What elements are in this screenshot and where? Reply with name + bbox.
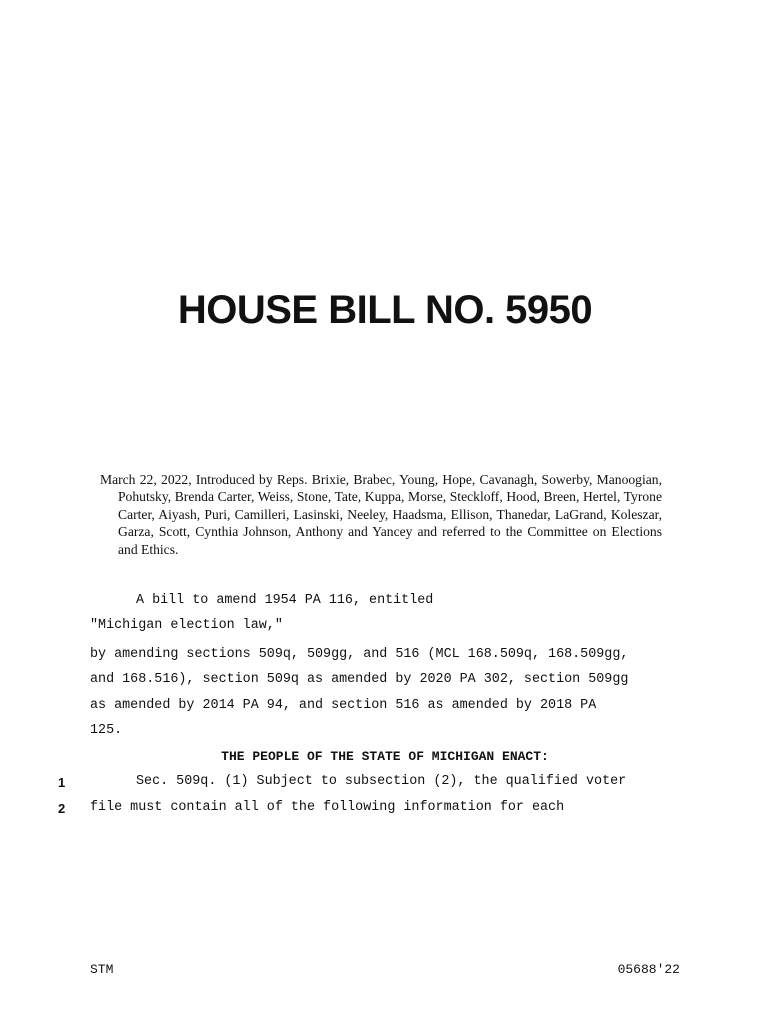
enacting-clause: THE PEOPLE OF THE STATE OF MICHIGAN ENACT: [221, 749, 549, 764]
footer-document-code: 05688'22 [617, 962, 680, 977]
bill-title: HOUSE BILL NO. 5950 [177, 288, 593, 332]
amending-line-1: by amending sections 509q, 509gg, and 516 (MCL 168.509q, 168.509gg, [90, 647, 629, 662]
preamble-line-1: A bill to amend 1954 PA 116, entitled [136, 593, 434, 608]
preamble-line-2: "Michigan election law," [90, 618, 283, 633]
footer-initials: STM [90, 962, 114, 977]
body-line: Sec. 509q. (1) Subject to subsection (2), the qualified voter [136, 774, 627, 789]
line-number: 1 [58, 775, 66, 790]
amending-line-2: and 168.516), section 509q as amended by 2020 PA 302, section 509gg [90, 672, 629, 687]
line-number: 2 [58, 801, 66, 816]
body-line: file must contain all of the following information for each [90, 800, 565, 815]
amending-line-4: 125. [90, 723, 123, 738]
amending-line-3: as amended by 2014 PA 94, and section 516 as amended by 2018 PA [90, 698, 597, 713]
introduction-paragraph: March 22, 2022, Introduced by Reps. Brixie, Brabec, Young, Hope, Cavanagh, Sowerby, Manoogian, Pohutsky, Brenda Carter, Weiss, Stone, Tate, Kuppa, Morse, Steckloff, Hood, Breen, Hertel, Tyrone Carter, Aiyash, Puri, Camilleri, Lasinski, Neeley, Haadsma, Ellison, Thanedar, LaGrand, Koleszar, Garza, Scott, Cynthia Johnson, Anthony and Yancey and referred to the Committee on Elections and Ethics. [100, 472, 662, 557]
